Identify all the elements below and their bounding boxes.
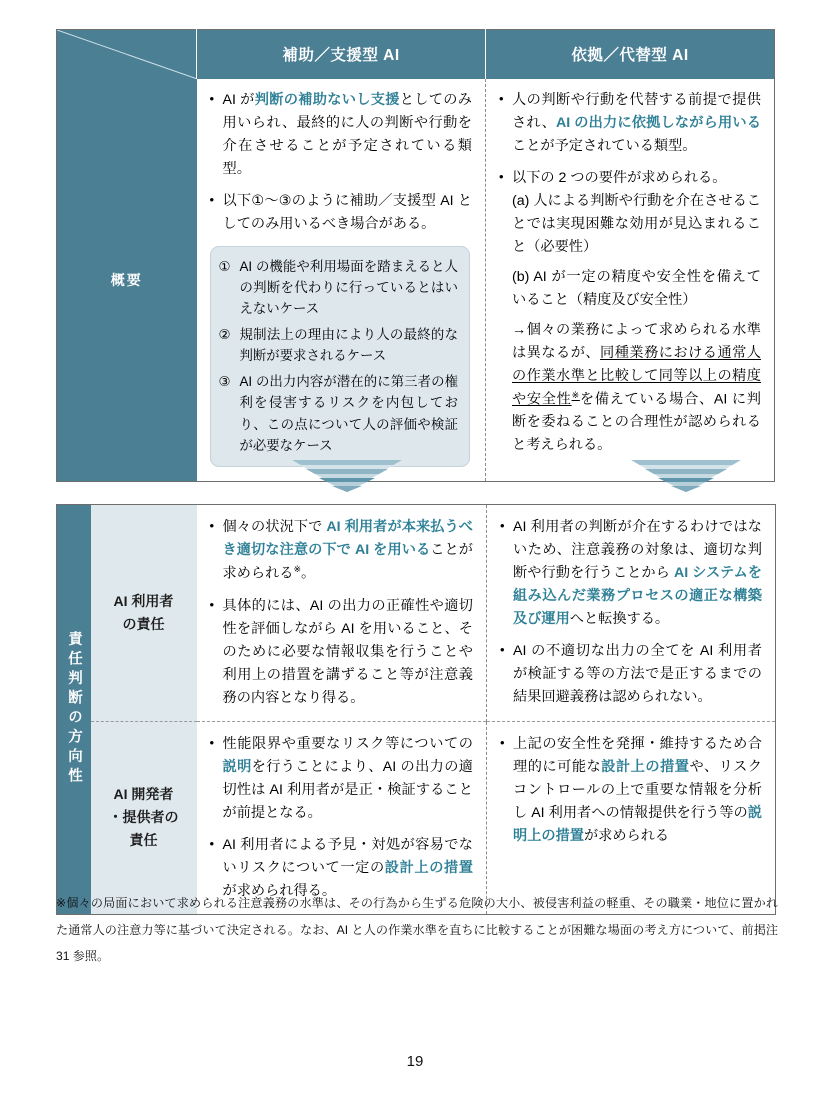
text-run: 性能限界や重要なリスク等についての bbox=[222, 735, 473, 752]
row-label-ai-developer-line1: AI 開発者 bbox=[113, 786, 174, 803]
bullet-item bbox=[498, 516, 762, 631]
highlighted-text: AI システムを組み込んだ業務プロセスの適正な構築及び運用 bbox=[513, 565, 762, 627]
row-label-ai-user-line1: AI 利用者 bbox=[113, 592, 174, 609]
header-corner-cell bbox=[57, 30, 197, 79]
assistive-cases-list bbox=[218, 256, 459, 457]
text-run: が求められ得る。 bbox=[222, 882, 337, 899]
developer-substitutive-bullets bbox=[498, 733, 762, 848]
responsibility-row-user bbox=[57, 505, 776, 722]
text-run: 以下①～③のように補助／支援型 AI としてのみ用いるべき場合がある。 bbox=[222, 192, 472, 232]
case-text: 規制法上の理由により人の最終的な判断が要求されるケース bbox=[239, 326, 458, 364]
assistive-cases-box bbox=[210, 246, 471, 468]
highlighted-text: 設計上の措置 bbox=[601, 758, 690, 775]
user-assistive-cell bbox=[197, 505, 487, 722]
overview-substitutive-bullets bbox=[497, 89, 761, 190]
case-number: ③ bbox=[218, 373, 231, 389]
bullet-item bbox=[208, 89, 473, 181]
text-run: ことが予定されている類型。 bbox=[512, 137, 697, 154]
requirement-paragraph bbox=[497, 190, 761, 259]
text-run: AI 利用者による予見・対処が容易でないリスクについて一定の bbox=[222, 836, 473, 876]
highlighted-text: 判断の補助ないし支援 bbox=[254, 91, 400, 108]
text-run: 個々の状況下で bbox=[222, 519, 327, 535]
requirement-paragraph bbox=[497, 266, 761, 312]
case-number: ② bbox=[218, 326, 231, 342]
underlined-text: 同種業務における通常人の作業水準と比較して同等以上の精度や安全性 bbox=[512, 344, 761, 408]
overview-assistive-cell bbox=[197, 79, 486, 482]
vertical-label-text: 責任判断の方向性 bbox=[66, 631, 82, 788]
row-label-ai-user bbox=[91, 505, 197, 722]
row-label-ai-developer-line3: 責任 bbox=[129, 832, 158, 849]
responsibility-row-developer bbox=[57, 721, 776, 914]
bullet-item bbox=[208, 595, 474, 710]
bullet-item bbox=[498, 640, 762, 709]
developer-assistive-bullets bbox=[208, 733, 474, 903]
vertical-label-cell bbox=[57, 505, 91, 915]
text-run: (b) AI が一定の精度や安全性を備えていること（精度及び安全性） bbox=[512, 268, 761, 308]
row-label-ai-developer bbox=[91, 721, 197, 914]
highlighted-text: AI 利用者が本来払うべき適切な注意の下で AI を用いる bbox=[222, 519, 473, 558]
footnote-text: ※個々の局面において求められる注意義務の水準は、その行為から生ずる危険の大小、被侵害利益の軽重、その職業・地位に置かれた通常人の注意力等に基づいて決定される。なお、AI と人の作業水準を直ちに比較することが困難な場面の考え方について、前掲注 31 参照。 bbox=[56, 896, 778, 964]
text-run: AI が bbox=[222, 91, 255, 108]
text-run: 具体的には、AI の出力の正確性や適切性を評価しながら AI を用いること、そのために必要な情報収集を行うことや利用上の措置を講ずること等が注意義務の内容となり得る。 bbox=[222, 597, 473, 706]
footnote-marker: ※ bbox=[571, 389, 580, 400]
bullet-item bbox=[497, 167, 761, 190]
text-run: AI 利用者の判断が介在するわけではないため、注意義務の対象は、適切な判断や行動を行うことから bbox=[513, 519, 762, 581]
text-run: 人の判断や行動を代替する前提で提供され、 bbox=[512, 91, 761, 131]
user-substitutive-bullets bbox=[498, 516, 762, 709]
row-label-ai-user-line2: の責任 bbox=[122, 615, 165, 632]
overview-substitutive-paragraphs bbox=[497, 190, 761, 458]
text-run: AI の不適切な出力の全てを AI 利用者が検証する等の方法で是正するまでの結果回避義務は認められない。 bbox=[513, 643, 762, 705]
user-substitutive-cell bbox=[487, 505, 776, 722]
highlighted-text: 説明上の措置 bbox=[513, 804, 762, 844]
footnote-marker: ※ bbox=[293, 564, 301, 574]
text-run: 以下の 2 つの要件が求められる。 bbox=[512, 169, 727, 186]
bullet-item bbox=[208, 190, 473, 236]
highlighted-text: 説明 bbox=[222, 758, 252, 775]
text-run: ことが求められる bbox=[222, 542, 473, 582]
numbered-case-item bbox=[218, 256, 459, 320]
overview-substitutive-cell bbox=[486, 79, 775, 482]
developer-substitutive-cell bbox=[487, 721, 776, 914]
text-run: へと転換する。 bbox=[569, 611, 670, 627]
overview-row bbox=[57, 79, 775, 482]
text-run: 上記の安全性を発揮・維持するため合理的に可能な bbox=[513, 735, 762, 775]
diagonal-line-icon bbox=[57, 30, 196, 79]
text-run: が求められる bbox=[583, 827, 670, 844]
bullet-item bbox=[497, 89, 761, 158]
text-run: 。 bbox=[301, 565, 316, 582]
bullet-item bbox=[498, 733, 762, 848]
text-run: (a) 人による判断や行動を介在させることでは実現困難な効用が見込まれること（必要性） bbox=[512, 192, 761, 255]
overview-table bbox=[56, 29, 775, 482]
overview-assistive-bullets bbox=[208, 89, 473, 236]
developer-assistive-cell bbox=[197, 721, 487, 914]
user-assistive-bullets bbox=[208, 516, 474, 710]
highlighted-text: AI の出力に依拠しながら用いる bbox=[555, 114, 761, 131]
highlighted-text: 設計上の措置 bbox=[384, 859, 473, 876]
text-run: を行うことにより、AI の出力の適切性は AI 利用者が是正・検証することが前提となる。 bbox=[222, 758, 473, 821]
responsibility-table bbox=[56, 504, 776, 915]
down-arrow-icon-right bbox=[631, 460, 741, 492]
case-text: AI の機能や利用場面を踏まえると人の判断を代わりに行っているとはいえないケース bbox=[239, 258, 458, 317]
case-number: ① bbox=[218, 258, 231, 274]
down-arrow-icon-left bbox=[292, 460, 402, 492]
numbered-case-item bbox=[218, 371, 459, 457]
page-number: 19 bbox=[406, 1053, 424, 1070]
text-run: や、リスクコントロールの上で重要な情報を分析し AI 利用者への情報提供を行う等の bbox=[513, 758, 762, 821]
header-col-assistive-ai: 補助／支援型 AI bbox=[197, 30, 486, 79]
table-header-row bbox=[57, 30, 775, 79]
numbered-case-item bbox=[218, 324, 459, 367]
down-arrow-icon-group bbox=[56, 458, 775, 496]
header-col-substitutive-ai: 依拠／代替型 AI bbox=[486, 30, 775, 79]
text-run: →個々の業務によって求められる水準は異なるが、 bbox=[512, 321, 761, 361]
text-run: としてのみ用いられ、最終的に人の判断や行動を介在させることが予定されている類型。 bbox=[222, 91, 472, 177]
row-label-ai-developer-line2: ・提供者の bbox=[108, 809, 179, 826]
flow-arrows bbox=[56, 458, 775, 496]
bullet-item bbox=[208, 733, 474, 825]
row-label-overview: 概要 bbox=[57, 79, 197, 482]
requirement-paragraph bbox=[497, 319, 761, 458]
bullet-item bbox=[208, 516, 474, 586]
case-text: AI の出力内容が潜在的に第三者の権利を侵害するリスクを内包しており、この点について人の評価や検証が必要なケース bbox=[239, 373, 458, 453]
text-run: を備えている場合、AI に判断を委ねることの合理性が認められると考えられる。 bbox=[512, 391, 761, 454]
